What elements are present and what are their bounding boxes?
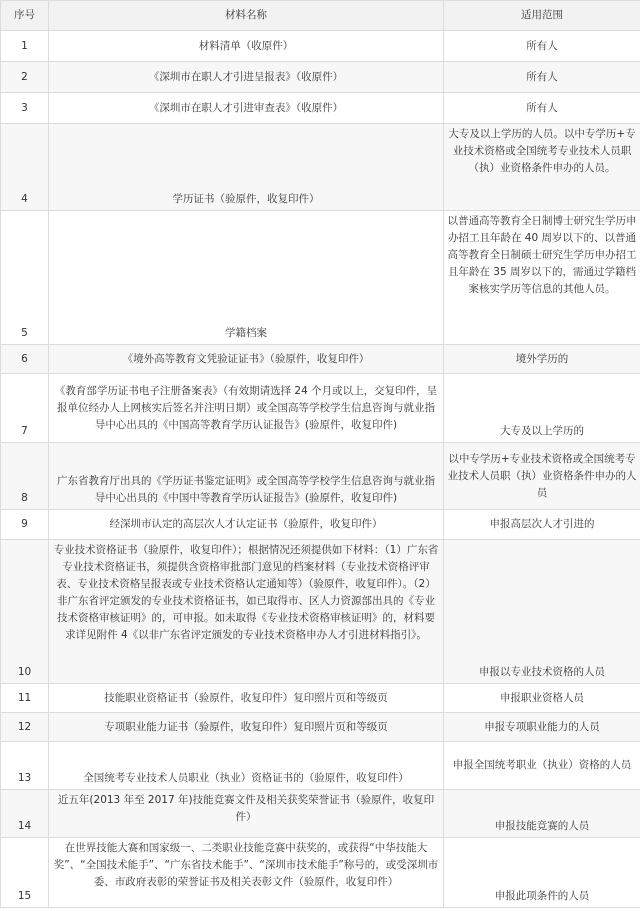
row-material-name: 学籍档案 (49, 211, 444, 345)
row-material-name: 专项职业能力证书（验原件，收复印件）复印照片页和等级页 (49, 713, 444, 742)
row-scope: 境外学历的 (444, 345, 640, 374)
row-scope: 以普通高等教育全日制博士研究生学历申办招工且年龄在 40 周岁以下的、以普通高等教育全日制硕士研究生学历申办招工且年龄在 35 周岁以下的，需通过学籍档案核实学历等信息的其他人员。 (444, 211, 640, 345)
table-row (1, 31, 640, 62)
table-row (1, 443, 640, 510)
row-material-name: 学历证书（验原件，收复印件） (49, 124, 444, 211)
row-no: 6 (1, 345, 49, 374)
row-no: 9 (1, 510, 49, 540)
row-no: 3 (1, 93, 49, 124)
row-scope: 所有人 (444, 93, 640, 124)
row-scope: 申报职业资格人员 (444, 684, 640, 713)
row-material-name: 经深圳市认定的高层次人才认定证书（验原件，收复印件） (49, 510, 444, 540)
table-row (1, 684, 640, 713)
table-row (1, 742, 640, 790)
row-no: 8 (1, 443, 49, 510)
row-no: 2 (1, 62, 49, 93)
row-scope: 大专及以上学历的人员。以中专学历+专业技术资格或全国统考专业技术人员职（执）业资格条件申办的人员。 (444, 124, 640, 211)
row-scope: 申报全国统考职业（执业）资格的人员 (444, 742, 640, 790)
table-row (1, 62, 640, 93)
row-no: 1 (1, 31, 49, 62)
row-no: 11 (1, 684, 49, 713)
table-row (1, 713, 640, 742)
table-header-row (1, 1, 640, 31)
row-scope: 申报此项条件的人员 (444, 838, 640, 908)
row-material-name: 材料清单（收原件） (49, 31, 444, 62)
row-scope: 申报专项职业能力的人员 (444, 713, 640, 742)
table-row (1, 790, 640, 838)
header-no: 序号 (1, 1, 49, 31)
row-material-name: 《深圳市在职人才引进审查表》（收原件） (49, 93, 444, 124)
row-material-name: 近五年(2013 年至 2017 年)技能竞赛文件及相关获奖荣誉证书（验原件，收复印件） (49, 790, 444, 838)
row-scope: 申报高层次人才引进的 (444, 510, 640, 540)
row-scope: 申报以专业技术资格的人员 (444, 540, 640, 684)
table-row (1, 345, 640, 374)
row-no: 14 (1, 790, 49, 838)
table-row (1, 540, 640, 684)
row-material-name: 《境外高等教育文凭验证证书》（验原件，收复印件） (49, 345, 444, 374)
header-scope: 适用范围 (444, 1, 640, 31)
table-row (1, 211, 640, 345)
row-no: 7 (1, 374, 49, 443)
row-no: 15 (1, 838, 49, 908)
row-no: 5 (1, 211, 49, 345)
row-material-name: 《教育部学历证书电子注册备案表》（有效期请选择 24 个月或以上，交复印件，呈报单位经办人上网核实后签名并注明日期）或全国高等学校学生信息咨询与就业指导中心出具的《中国高等教育学历认证报告》(验原件，收复印件) (49, 374, 444, 443)
row-no: 4 (1, 124, 49, 211)
row-scope: 以中专学历+专业技术资格或全国统考专业技术人员职（执）业资格条件申办的人员 (444, 443, 640, 510)
row-scope: 大专及以上学历的 (444, 374, 640, 443)
row-material-name: 《深圳市在职人才引进呈报表》（收原件） (49, 62, 444, 93)
row-scope: 所有人 (444, 62, 640, 93)
table-row (1, 124, 640, 211)
row-material-name: 全国统考专业技术人员职业（执业）资格证书的（验原件，收复印件） (49, 742, 444, 790)
table-row (1, 838, 640, 908)
header-material-name: 材料名称 (49, 1, 444, 31)
table-row (1, 93, 640, 124)
row-no: 10 (1, 540, 49, 684)
table-row (1, 510, 640, 540)
row-material-name: 专业技术资格证书（验原件，收复印件）；根据情况还须提供如下材料：（1）广东省专业技术资格证书，须提供含资格审批部门意见的档案材料（专业技术资格评审表、专业技术资格呈报表或专业技术资格认定通知等）（验原件，收复印件）。（2）非广东省评定颁发的专业技术资格证书，如已取得市、区人力资源部出具的《专业技术资格审核证明》的，可申报。如未取得《专业技术资格审核证明》的，材料要求详见附件 4《以非广东省评定颁发的专业技术资格申办人才引进材料指引》。 (49, 540, 444, 684)
row-material-name: 广东省教育厅出具的《学历证书鉴定证明》或全国高等学校学生信息咨询与就业指导中心出具的《中国中等教育学历认证报告》(验原件，收复印件) (49, 443, 444, 510)
row-material-name: 在世界技能大赛和国家级一、二类职业技能竞赛中获奖的，或获得“中华技能大奖”、“全国技术能手”、“广东省技术能手”、“深圳市技术能手”称号的，或受深圳市委、市政府表彰的荣誉证书及相关表彰文件（验原件，收复印件） (49, 838, 444, 908)
row-scope: 申报技能竞赛的人员 (444, 790, 640, 838)
row-scope: 所有人 (444, 31, 640, 62)
table-row (1, 374, 640, 443)
row-material-name: 技能职业资格证书（验原件，收复印件）复印照片页和等级页 (49, 684, 444, 713)
row-no: 13 (1, 742, 49, 790)
row-no: 12 (1, 713, 49, 742)
